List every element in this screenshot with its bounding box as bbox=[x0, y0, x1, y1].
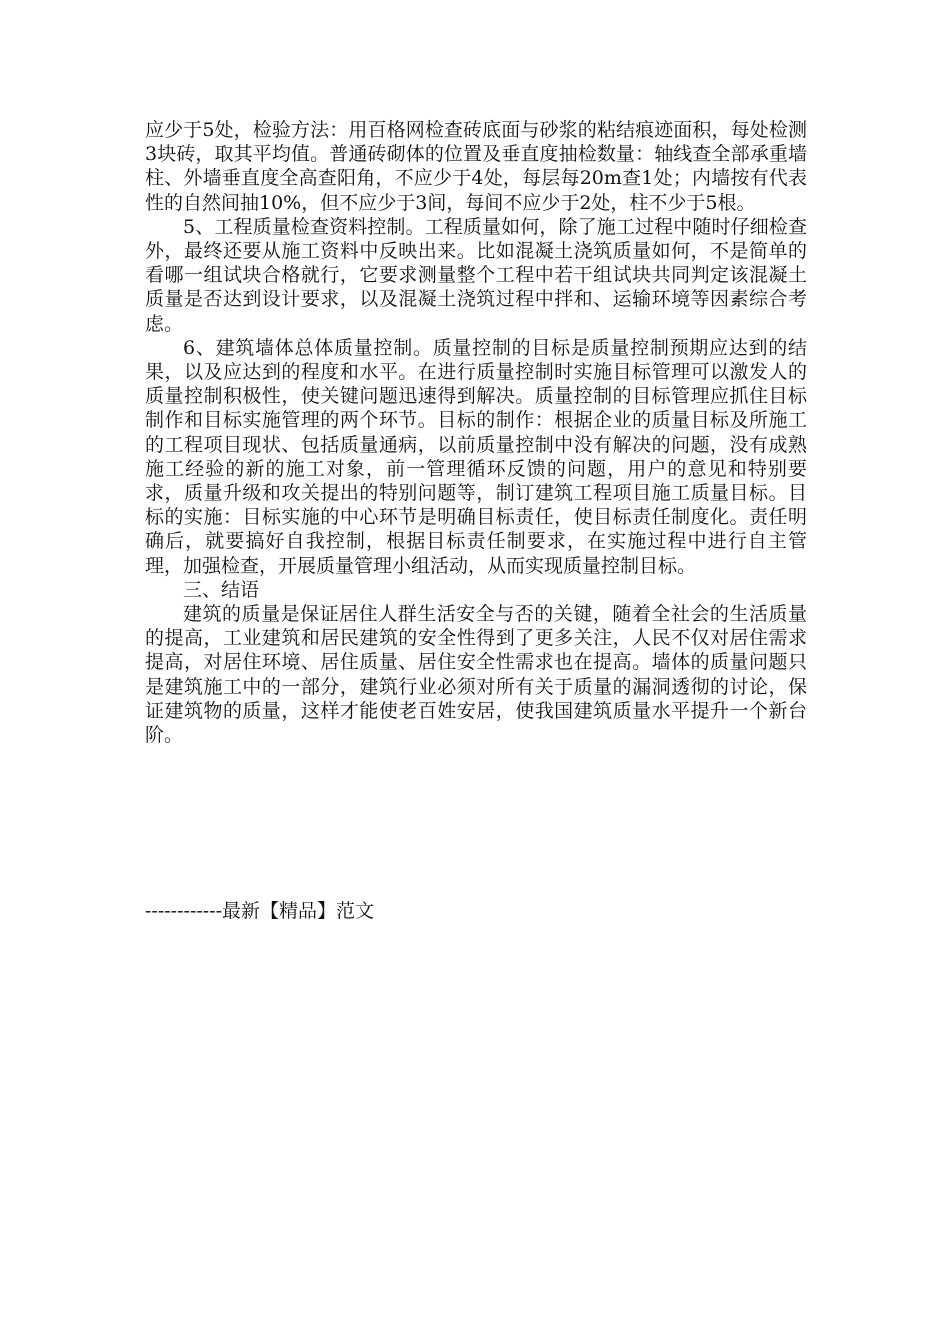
section-heading-conclusion: 三、结语 bbox=[183, 578, 260, 601]
paragraph-conclusion: 建筑的质量是保证居住人群生活安全与否的关键，随着全社会的生活质量的提高，工业建筑和居民建筑的安全性得到了更多关注，人民不仅对居住需求提高，对居住环境、居住质量、居住安全性需求也在提高。墙体的质量问题只是建筑施工中的一部分，建筑行业必须对所有关于质量的漏洞透彻的讨论，保证建筑物的质量，这样才能使老百姓安居，使我国建筑质量水平提升一个新台阶。 bbox=[145, 603, 807, 747]
document-body bbox=[145, 118, 807, 747]
paragraph-quality-records: 5、工程质量检查资料控制。工程质量如何，除了施工过程中随时仔细检查外，最终还要从施工资料中反映出来。比如混凝土浇筑质量如何，不是简单的看哪一组试块合格就行，它要求测量整个工程中若干组试块共同判定该混凝土质量是否达到设计要求，以及混凝土浇筑过程中拌和、运输环境等因素综合考虑。 bbox=[145, 215, 807, 335]
paragraph-inspection-methods: 应少于5处，检验方法：用百格网检查砖底面与砂浆的粘结痕迹面积，每处检测3块砖，取其平均值。普通砖砌体的位置及垂直度抽检数量：轴线查全部承重墙柱、外墙垂直度全高查阳角，不应少于4处，每层每20m查1处；内墙按有代表性的自然间抽10%，但不应少于3间，每间不应少于2处，柱不少于5根。 bbox=[145, 119, 807, 214]
footer-note: ------------最新【精品】范文 bbox=[145, 900, 375, 922]
paragraph-wall-quality-control: 6、建筑墙体总体质量控制。质量控制的目标是质量控制预期应达到的结果，以及应达到的程度和水平。在进行质量控制时实施目标管理可以激发人的质量控制积极性，使关键问题迅速得到解决。质量控制的目标管理应抓住目标制作和目标实施管理的两个环节。目标的制作：根据企业的质量目标及所施工的工程项目现状、包括质量通病，以前质量控制中没有解决的问题，没有成熟施工经验的新的施工对象，前一管理循环反馈的问题，用户的意见和特别要求，质量升级和攻关提出的特别问题等，制订建筑工程项目施工质量目标。目标的实施：目标实施的中心环节是明确目标责任，使目标责任制度化。责任明确后，就要搞好自我控制，根据目标责任制要求，在实施过程中进行自主管理，加强检查，开展质量管理小组活动，从而实现质量控制目标。 bbox=[145, 336, 807, 577]
